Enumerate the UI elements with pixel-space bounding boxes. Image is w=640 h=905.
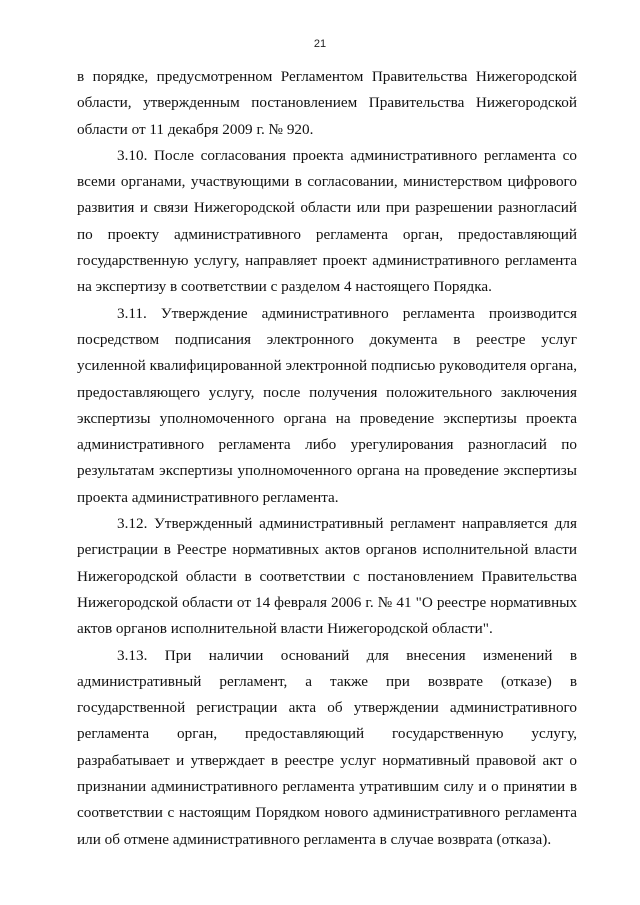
paragraph-continuation: в порядке, предусмотренном Регламентом Правительства Нижегородской области, утвержденным постановлением Правительства Нижегородской области от 11 декабря 2009 г. № 920. xyxy=(77,68,577,138)
page-number: 21 xyxy=(313,38,327,50)
paragraph-3-10: 3.10. После согласования проекта административного регламента со всеми органами, участвующими в согласовании, министерством цифрового развития и связи Нижегородской области или при разрешении разногласий по проекту административного регламента орган, предоставляющий государственную услугу, направляет проект административного регламента на экспертизу в соответствии с разделом 4 настоящего Порядка. xyxy=(77,146,577,296)
paragraph-3-13: 3.13. При наличии оснований для внесения изменений в административный регламент, а также при возврате (отказе) в государственной регистрации акта об утверждении административного регламента орган, предоставляющий государственную услугу, разрабатывает и утверждает в реестре услуг нормативный правовой акт о признании административного регламента утратившим силу и о принятии в соответствии с настоящим Порядком нового административного регламента или об отмене административного регламента в случае возврата (отказа). xyxy=(77,646,577,848)
paragraph-3-12: 3.12. Утвержденный административный регламент направляется для регистрации в Реестре нормативных актов органов исполнительной власти Нижегородской области в соответствии с постановлением Правительства Нижегородской области от 14 февраля 2006 г. № 41 "О реестре нормативных актов органов исполнительной власти Нижегородской области". xyxy=(77,515,577,638)
document-body xyxy=(77,64,577,853)
paragraph-3-11: 3.11. Утверждение административного регламента производится посредством подписания электронного документа в реестре услуг усиленной квалифицированной электронной подписью руководителя органа, предоставляющего услугу, после получения положительного заключения экспертизы уполномоченного органа на проведение экспертизы проекта административного регламента либо урегулирования разногласий по результатам экспертизы уполномоченного органа на проведение экспертизы проекта административного регламента. xyxy=(77,304,577,506)
